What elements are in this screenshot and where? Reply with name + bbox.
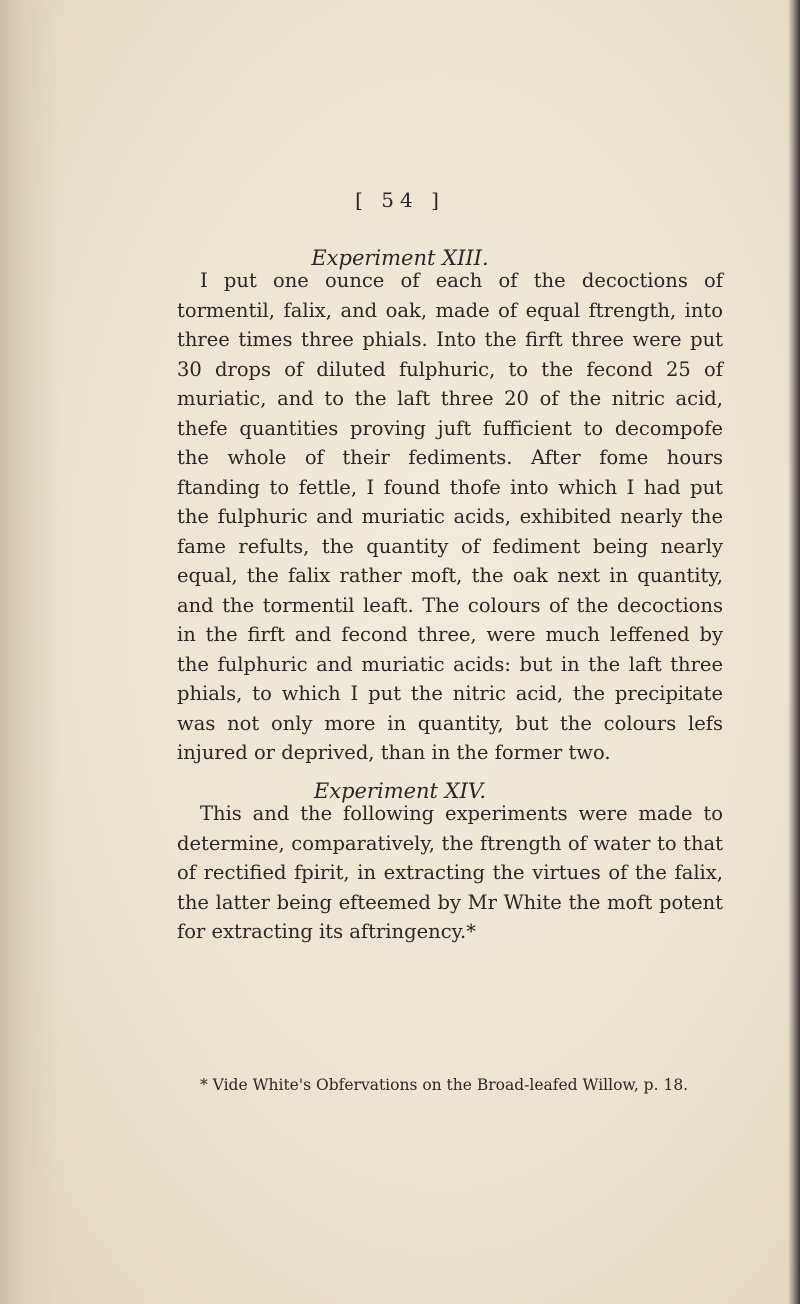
experiment-14-paragraph: This and the following experiments were made to determine, comparatively, the ftrength of water to that of rectified fpirit, in extracting the virtues of the falix, the latter being efteemed by Mr White the moft potent for extracting its aftringency.* bbox=[177, 802, 723, 943]
experiment-13-heading: Experiment XIII. bbox=[311, 246, 489, 270]
page-number: [ 54 ] bbox=[355, 188, 445, 212]
footnote-text: * Vide White's Obfervations on the Broad-leafed Willow, p. 18. bbox=[200, 1076, 689, 1094]
footnote bbox=[177, 1072, 727, 1098]
experiment-13-paragraph: I put one ounce of each of the decoctions of tormentil, falix, and oak, made of equal ftrength, into three times three phials. Into the firft three were put 30 drops of diluted fulphuric, to the fecond 25 of muriatic, and to the laft three 20 of the nitric acid, thefe quantities proving juft fufficient to decompofe the whole of their fediments. After fome hours ftanding to fettle, I found thofe into which I had put the fulphuric and muriatic acids, exhibited nearly the fame refults, the quantity of fediment being nearly equal, the falix rather moft, the oak next in quantity, and the tormentil leaft. The colours of the decoctions in the firft and fecond three, were much leffened by the fulphuric and muriatic acids: but in the laft three phials, to which I put the nitric acid, the precipitate was not only more in quantity, but the colours lefs injured or deprived, than in the former two. bbox=[177, 269, 723, 764]
experiment-14-body bbox=[177, 799, 723, 947]
experiment-13-body bbox=[177, 266, 723, 768]
experiment-14-heading: Experiment XIV. bbox=[313, 779, 487, 803]
